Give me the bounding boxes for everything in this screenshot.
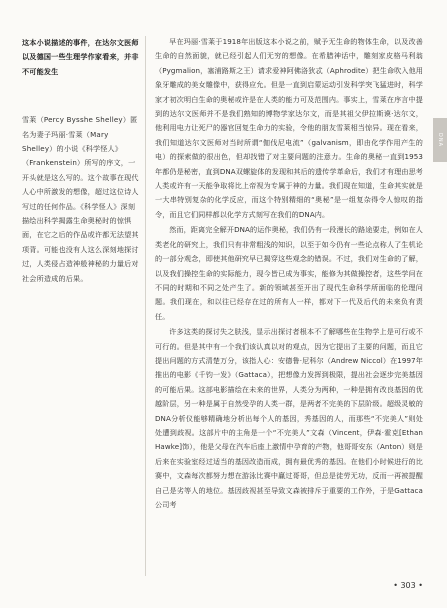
left-body-text: 雪莱（Percy Bysshe Shelley）匿名为妻子玛丽·雪莱（Mary Shelley）的小说《科学怪人》（Frankenstein）所写的序文，一开头就是这么写的。这个故事在现代人心中所激发的想像，超过这位诗人写过的任何作品。《科学怪人》深刻描绘出科学揭露生命奥秘时的惊惧面，在它之后的作品或许都无法望其项背。可能也没有人这么深刻地探讨过，人类侵占造神般神秘的力量后对社会所造成的后果。 (22, 115, 139, 283)
main-column (155, 35, 423, 512)
column-divider (145, 36, 146, 576)
side-tab: DNA (433, 118, 447, 162)
paragraph-3: 许多这类的探讨失之肤浅，显示出探讨者根本不了解哪些在生物学上是可行或不可行的。但是其中有一个我们该认真以对的观点，因为它提出了主要的问题，而且它提出问题的方式清楚万分，该指人心：安德鲁·尼科尔（Andrew Niccol）在1997年推出的电影《千钧一发》（Gattaca），把想像力发挥到极限，提出社会逐步完美基因的可能后果。这部电影描绘在未来的世界，人类分为两种，一种是拥有改良基因的优越阶层，另一种是属于自然受孕的人类一群，是两者不完美的下层阶级。超级灵敏的DNA分析仪能够精确地分析出每个人的基因，秀基因的人，而那些“不完美人”则处处遭到歧视。这部片中的主角是一个“不完美人”文森（Vincent，伊森·霍克[Ethan Hawke]饰），他是父母在汽车后座上激情中孕育的产物，他哥哥安东（Anton）则是后来在实验室经过适当的基因改造而成，拥有最优秀的基因。在他们小时候进行的比赛中，文森每次都努力想在游泳比赛中赢过哥哥，但总是徒劳无功，反而一再被提醒自己是劣等人的地位。基因歧视甚至导致文森被排斥于重要的工作外，于是Gattaca公司考 (155, 327, 423, 509)
paragraph-2: 然而，距离完全解开DNA的运作奥秘，我们仍有一段漫长的路途要走，例如在人类老化的研究上，我们只有非常粗浅的知识，以至于如今仍有一些论点称人了生机论的一部分观念，即使其他研究早已揭穿这些观念的错误。不过，我们对生命的了解，以及我们操控生命的实际能力，现今皆已成为事实，能修为其做操控者，这些学问在不同的时期和不同之处产生了。新的领域甚至开出了现代生命科学所面临的伦理问题。我们现在，和以往已经存在过的所有人一样，都对下一代及后代的未来负有责任。 (155, 225, 423, 321)
left-column (22, 36, 140, 286)
paragraph-1: 早在玛丽·雪莱于1918年出版这本小说之前，赋予无生命的物体生命，以及改善生命的自然面貌，就已经引起人们无穷的想像。在希腊神话中，雕刻家皮格马利翁（Pygmalion，塞浦路斯之王）请求爱神阿佛洛狄忒（Aphrodite）把生命吹入他用象牙雕成的美女雕像中，获得应允。但是一直到启蒙运动引发科学突飞猛进时，科学家才初次明白生命的奥秘或许是在人类的能力可及范围内。事实上，雪莱在序言中提到的达尔文医师并不是我们熟知的博物学家达尔文，而是其祖父伊拉斯谟·达尔文，他利用电力让死尸的器官回复生命力的实验，令他的朋友雪莱相当惊异。现在看来，我们知道达尔文医师对当时所谓“伽伐尼电流”（galvanism，即由化学作用产生的电）的探索做的很出色，但却找错了对主要问题的注意力。生命的奥秘一直到1953年都仍是秘密，直到DNA双螺旋体的发现和其后的遗传学革命后，我们才有理由思考人类或许有一天能争取将比上帝视为专属于神的力量。我们现在知道，生命其实就是一大串特别复杂的化学反应，而这个特别精细的“奥秘”是一组复杂得令人惊叹的指令，而且它们同样都以化学方式刻写在我们的DNA内。 (155, 37, 423, 219)
pull-quote: 这本小说描述的事件，在达尔文医师以及德国一些生理学作家看来，并非不可能发生 (22, 38, 139, 76)
page-number: • 303 • (393, 581, 423, 590)
